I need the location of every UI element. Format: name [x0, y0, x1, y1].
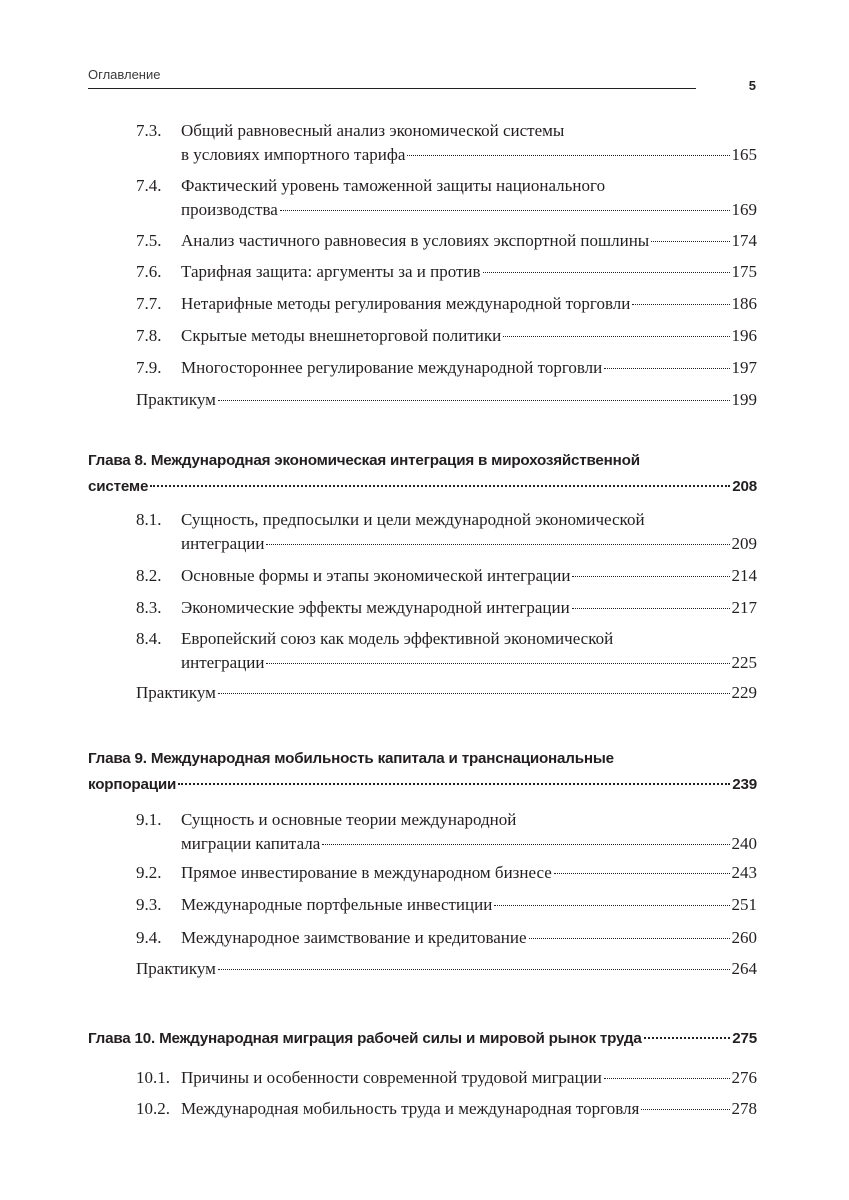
section-title: Основные формы и этапы экономической интеграции	[181, 566, 571, 585]
section-page: 196	[731, 326, 757, 345]
toc-chapter-9[interactable]	[88, 746, 757, 798]
section-line	[181, 564, 757, 588]
section-page: 240	[731, 834, 757, 853]
section-number: 10.2.	[136, 1099, 170, 1118]
section-title: Международное заимствование и кредитование	[181, 928, 527, 947]
section-title-line-2	[181, 532, 757, 556]
practicum-page: 229	[731, 683, 757, 702]
dot-leader	[266, 544, 729, 545]
running-header-title: Оглавление	[88, 67, 161, 82]
section-number: 7.7.	[136, 294, 162, 313]
section-line	[181, 861, 757, 885]
dot-leader	[554, 873, 730, 874]
section-page: 186	[731, 294, 757, 313]
chapter-title: Глава 10. Международная миграция рабочей силы и мировой рынок труда	[88, 1030, 642, 1047]
dot-leader	[218, 693, 730, 694]
practicum-title: Практикум	[136, 683, 216, 702]
toc-entry-9-4[interactable]	[136, 926, 757, 950]
section-page: 251	[731, 895, 757, 914]
section-title-line-1: Европейский союз как модель эффективной экономической	[181, 629, 614, 648]
section-line	[181, 292, 757, 316]
section-title-continuation: в условиях импортного тарифа	[181, 145, 406, 164]
toc-entry-8-4[interactable]	[136, 627, 757, 675]
section-title-line-1: Сущность и основные теории международной	[181, 810, 517, 829]
dot-leader	[651, 241, 729, 242]
toc-entry-7-4[interactable]	[136, 174, 757, 222]
section-line	[181, 596, 757, 620]
toc-entry-7-7[interactable]	[136, 292, 757, 316]
chapter-page: 275	[732, 1030, 757, 1047]
practicum-page: 264	[731, 959, 757, 978]
section-number: 9.1.	[136, 810, 162, 829]
toc-entry-7-9[interactable]	[136, 356, 757, 380]
section-line	[181, 1066, 757, 1090]
section-number: 8.4.	[136, 629, 162, 648]
dot-leader	[529, 938, 730, 939]
dot-leader	[572, 608, 730, 609]
practicum-page: 199	[731, 390, 757, 409]
section-title-continuation: интеграции	[181, 534, 265, 553]
section-title-continuation: миграции капитала	[181, 834, 321, 853]
chapter-title-line-1: Глава 8. Международная экономическая интеграция в мирохозяйственной	[88, 452, 640, 469]
dot-leader	[322, 844, 729, 845]
section-line	[181, 893, 757, 917]
section-page: 260	[731, 928, 757, 947]
chapter-page: 239	[732, 776, 757, 793]
section-number: 7.8.	[136, 326, 162, 345]
toc-entry-10-1[interactable]	[136, 1066, 757, 1090]
section-number: 7.6.	[136, 262, 162, 281]
toc-entry-8-3[interactable]	[136, 596, 757, 620]
section-title: Международная мобильность труда и международная торговля	[181, 1099, 640, 1118]
section-page: 209	[731, 534, 757, 553]
section-number: 9.4.	[136, 928, 162, 947]
section-number: 9.3.	[136, 895, 162, 914]
section-title: Нетарифные методы регулирования международной торговли	[181, 294, 631, 313]
section-title: Экономические эффекты международной интеграции	[181, 598, 570, 617]
toc-entry-10-2[interactable]	[136, 1097, 757, 1121]
practicum-line	[136, 388, 757, 412]
section-number: 10.1.	[136, 1068, 170, 1087]
dot-leader	[641, 1109, 729, 1110]
dot-leader	[218, 969, 730, 970]
section-page: 197	[731, 358, 757, 377]
section-page: 225	[731, 653, 757, 672]
section-title-line-2	[181, 651, 757, 675]
section-page: 165	[731, 145, 757, 164]
section-number: 8.1.	[136, 510, 162, 529]
section-page: 214	[731, 566, 757, 585]
page-number: 5	[748, 78, 756, 93]
practicum-title: Практикум	[136, 390, 216, 409]
dot-leader	[503, 336, 729, 337]
dot-leader	[178, 783, 730, 785]
section-title-continuation: интеграции	[181, 653, 265, 672]
section-title-line-2	[181, 143, 757, 167]
section-title-line-2	[181, 198, 757, 222]
section-title: Прямое инвестирование в международном бизнесе	[181, 863, 552, 882]
section-page: 217	[731, 598, 757, 617]
dot-leader	[218, 400, 730, 401]
section-title: Анализ частичного равновесия в условиях экспортной пошлины	[181, 231, 650, 250]
section-title-continuation: производства	[181, 200, 278, 219]
chapter-title-line-2	[88, 474, 757, 500]
toc-entry-7-3[interactable]	[136, 119, 757, 167]
toc-chapter-8[interactable]	[88, 448, 757, 500]
dot-leader	[407, 155, 729, 156]
toc-entry-7-5[interactable]	[136, 229, 757, 253]
section-page: 278	[731, 1099, 757, 1118]
chapter-title-line-2	[88, 772, 757, 798]
toc-entry-8-2[interactable]	[136, 564, 757, 588]
dot-leader	[150, 485, 730, 487]
toc-entry-8-1[interactable]	[136, 508, 757, 556]
dot-leader	[632, 304, 729, 305]
section-line	[181, 260, 757, 284]
practicum-title: Практикум	[136, 959, 216, 978]
chapter-title-continuation: корпорации	[88, 776, 177, 793]
section-line	[181, 1097, 757, 1121]
section-title: Многостороннее регулирование международной торговли	[181, 358, 603, 377]
section-title-line-1: Сущность, предпосылки и цели международной экономической	[181, 510, 645, 529]
section-number: 8.2.	[136, 566, 162, 585]
toc-entry-7-8[interactable]	[136, 324, 757, 348]
dot-leader	[494, 905, 729, 906]
section-number: 8.3.	[136, 598, 162, 617]
chapter-line	[88, 1026, 757, 1052]
section-number: 9.2.	[136, 863, 162, 882]
section-page: 175	[731, 262, 757, 281]
section-number: 7.4.	[136, 176, 162, 195]
section-title: Международные портфельные инвестиции	[181, 895, 493, 914]
dot-leader	[604, 368, 729, 369]
practicum-line	[136, 957, 757, 981]
section-title: Причины и особенности современной трудовой миграции	[181, 1068, 602, 1087]
section-line	[181, 926, 757, 950]
chapter-page: 208	[732, 478, 757, 495]
section-page: 169	[731, 200, 757, 219]
dot-leader	[280, 210, 730, 211]
practicum-line	[136, 681, 757, 705]
section-page: 174	[731, 231, 757, 250]
section-title: Скрытые методы внешнеторговой политики	[181, 326, 502, 345]
dot-leader	[644, 1037, 731, 1039]
chapter-title-continuation: системе	[88, 478, 149, 495]
section-number: 7.9.	[136, 358, 162, 377]
toc-entry-practicum-8[interactable]	[136, 681, 757, 705]
dot-leader	[483, 272, 730, 273]
section-line	[181, 229, 757, 253]
toc-entry-7-6[interactable]	[136, 260, 757, 284]
toc-chapter-10[interactable]	[88, 1026, 757, 1052]
toc-entry-practicum-7[interactable]	[136, 388, 757, 412]
section-number: 7.5.	[136, 231, 162, 250]
section-line	[181, 324, 757, 348]
section-line	[181, 356, 757, 380]
dot-leader	[266, 663, 729, 664]
chapter-title-line-1: Глава 9. Международная мобильность капитала и транснациональные	[88, 750, 614, 767]
toc-entry-practicum-9[interactable]	[136, 957, 757, 981]
section-number: 7.3.	[136, 121, 162, 140]
section-page: 276	[731, 1068, 757, 1087]
toc-entry-9-3[interactable]	[136, 893, 757, 917]
toc-entry-9-2[interactable]	[136, 861, 757, 885]
section-title-line-1: Общий равновесный анализ экономической системы	[181, 121, 565, 140]
section-title-line-1: Фактический уровень таможенной защиты национального	[181, 176, 606, 195]
section-page: 243	[731, 863, 757, 882]
dot-leader	[572, 576, 729, 577]
section-title-line-2	[181, 832, 757, 856]
section-title: Тарифная защита: аргументы за и против	[181, 262, 481, 281]
toc-entry-9-1[interactable]	[136, 808, 757, 856]
dot-leader	[604, 1078, 730, 1079]
